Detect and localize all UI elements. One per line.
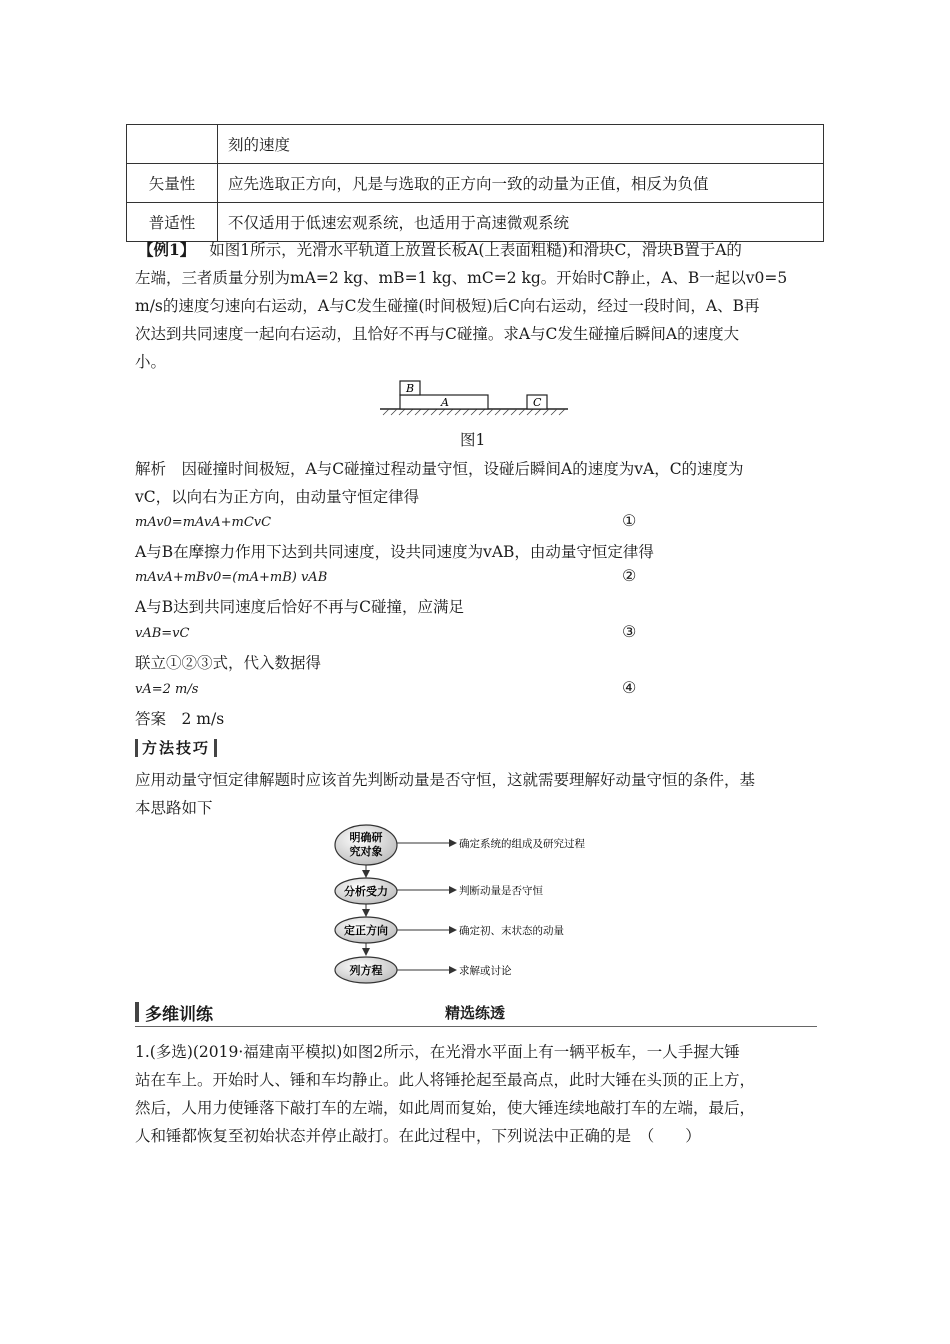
solution-line-2: vC，以向右为正方向，由动量守恒定律得 bbox=[135, 488, 420, 506]
example-text: 如图1所示，光滑水平轨道上放置长板A(上表面粗糙)和滑块C，滑块B置于A的 bbox=[209, 241, 742, 259]
example-tag: 【例1】 bbox=[138, 240, 196, 259]
answer-line: 答案 2 m/s bbox=[135, 710, 225, 728]
solution-line-3: A与B在摩擦力作用下达到共同速度，设共同速度为vAB，由动量守恒定律得 bbox=[135, 543, 654, 561]
flow-node-2-label: 分析受力 bbox=[344, 885, 388, 898]
equation-number-2: ② bbox=[622, 566, 637, 585]
flow-desc-1: 确定系统的组成及研究过程 bbox=[459, 838, 585, 850]
equation-3: vAB=vC bbox=[135, 626, 190, 641]
example-line-3: m/s的速度匀速向右运动，A与C发生碰撞(时间极短)后C向右运动，经过一段时间，A、B再 bbox=[135, 297, 760, 315]
equation-1: mAv0=mAvA+mCvC bbox=[135, 515, 272, 530]
method-flowchart bbox=[328, 823, 628, 988]
solution-line-4: A与B达到共同速度后恰好不再与C碰撞，应满足 bbox=[135, 598, 464, 616]
solution-line-1: 解析 因碰撞时间极短，A与C碰撞过程动量守恒，设碰后瞬间A的速度为vA，C的速度为 bbox=[135, 460, 744, 478]
flow-desc-4: 求解或讨论 bbox=[459, 965, 512, 977]
table-row bbox=[127, 164, 824, 203]
properties-table bbox=[126, 124, 824, 242]
training-header bbox=[135, 1000, 817, 1027]
table-key: 普适性 bbox=[127, 203, 218, 242]
figure-1-caption: 图1 bbox=[460, 431, 486, 449]
table-value: 刻的速度 bbox=[218, 125, 824, 164]
example-line-5: 小。 bbox=[135, 353, 167, 371]
flow-desc-3: 确定初、末状态的动量 bbox=[459, 925, 564, 937]
example-line-4: 次达到共同速度一起向右运动，且恰好不再与C碰撞。求A与C发生碰撞后瞬间A的速度大 bbox=[135, 325, 740, 343]
label-c: C bbox=[533, 396, 542, 409]
question-1-line-4: 人和锤都恢复至初始状态并停止敲打。在此过程中，下列说法中正确的是 （ ） bbox=[135, 1127, 701, 1145]
training-header-bar bbox=[135, 1002, 139, 1022]
table-row bbox=[127, 203, 824, 242]
equation-4: vA=2 m/s bbox=[135, 682, 199, 697]
method-tips-header bbox=[135, 737, 217, 758]
table-row bbox=[127, 125, 824, 164]
example-line-1 bbox=[138, 238, 818, 260]
equation-number-1: ① bbox=[622, 511, 637, 530]
question-1-line-3: 然后，人用力使锤落下敲打车的左端，如此周而复始，使大锤连续地敲打车的左端，最后， bbox=[135, 1099, 756, 1117]
flow-desc-2: 判断动量是否守恒 bbox=[459, 885, 543, 897]
example-line-2: 左端，三者质量分别为mA=2 kg、mB=1 kg、mC=2 kg。开始时C静止，A、B一起以v0=5 bbox=[135, 269, 788, 287]
header-bar-left bbox=[135, 739, 138, 757]
table-key: 矢量性 bbox=[127, 164, 218, 203]
label-a: A bbox=[441, 396, 449, 409]
equation-number-4: ④ bbox=[622, 678, 637, 697]
label-b: B bbox=[406, 382, 415, 395]
flow-node-4-label: 列方程 bbox=[349, 964, 383, 977]
solution-line-5: 联立①②③式，代入数据得 bbox=[135, 654, 322, 672]
question-1-line-2: 站在车上。开始时人、锤和车均静止。此人将锤抡起至最高点，此时大锤在头顶的正上方， bbox=[135, 1071, 756, 1089]
header-bar-right bbox=[214, 739, 217, 757]
training-subtitle: 精选练透 bbox=[445, 1004, 506, 1022]
figure-1-diagram bbox=[375, 375, 575, 420]
method-line-2: 本思路如下 bbox=[135, 799, 213, 817]
method-tips-title: 方法技巧 bbox=[142, 739, 211, 757]
equation-number-3: ③ bbox=[622, 622, 637, 641]
method-line-1: 应用动量守恒定律解题时应该首先判断动量是否守恒，这就需要理解好动量守恒的条件，基 bbox=[135, 771, 756, 789]
flow-node-1-line-2: 究对象 bbox=[349, 845, 383, 858]
table-value: 不仅适用于低速宏观系统，也适用于高速微观系统 bbox=[218, 203, 824, 242]
equation-2: mAvA+mBv0=(mA+mB) vAB bbox=[135, 570, 328, 585]
table-key bbox=[127, 125, 218, 164]
training-title: 多维训练 bbox=[145, 1005, 213, 1025]
table-value: 应先选取正方向，凡是与选取的正方向一致的动量为正值，相反为负值 bbox=[218, 164, 824, 203]
question-1-line-1: 1.(多选)(2019·福建南平模拟)如图2所示，在光滑水平面上有一辆平板车，一人手握大锤 bbox=[135, 1043, 740, 1061]
flow-node-1-line-1: 明确研 bbox=[349, 831, 383, 844]
flow-node-3-label: 定正方向 bbox=[344, 924, 388, 937]
